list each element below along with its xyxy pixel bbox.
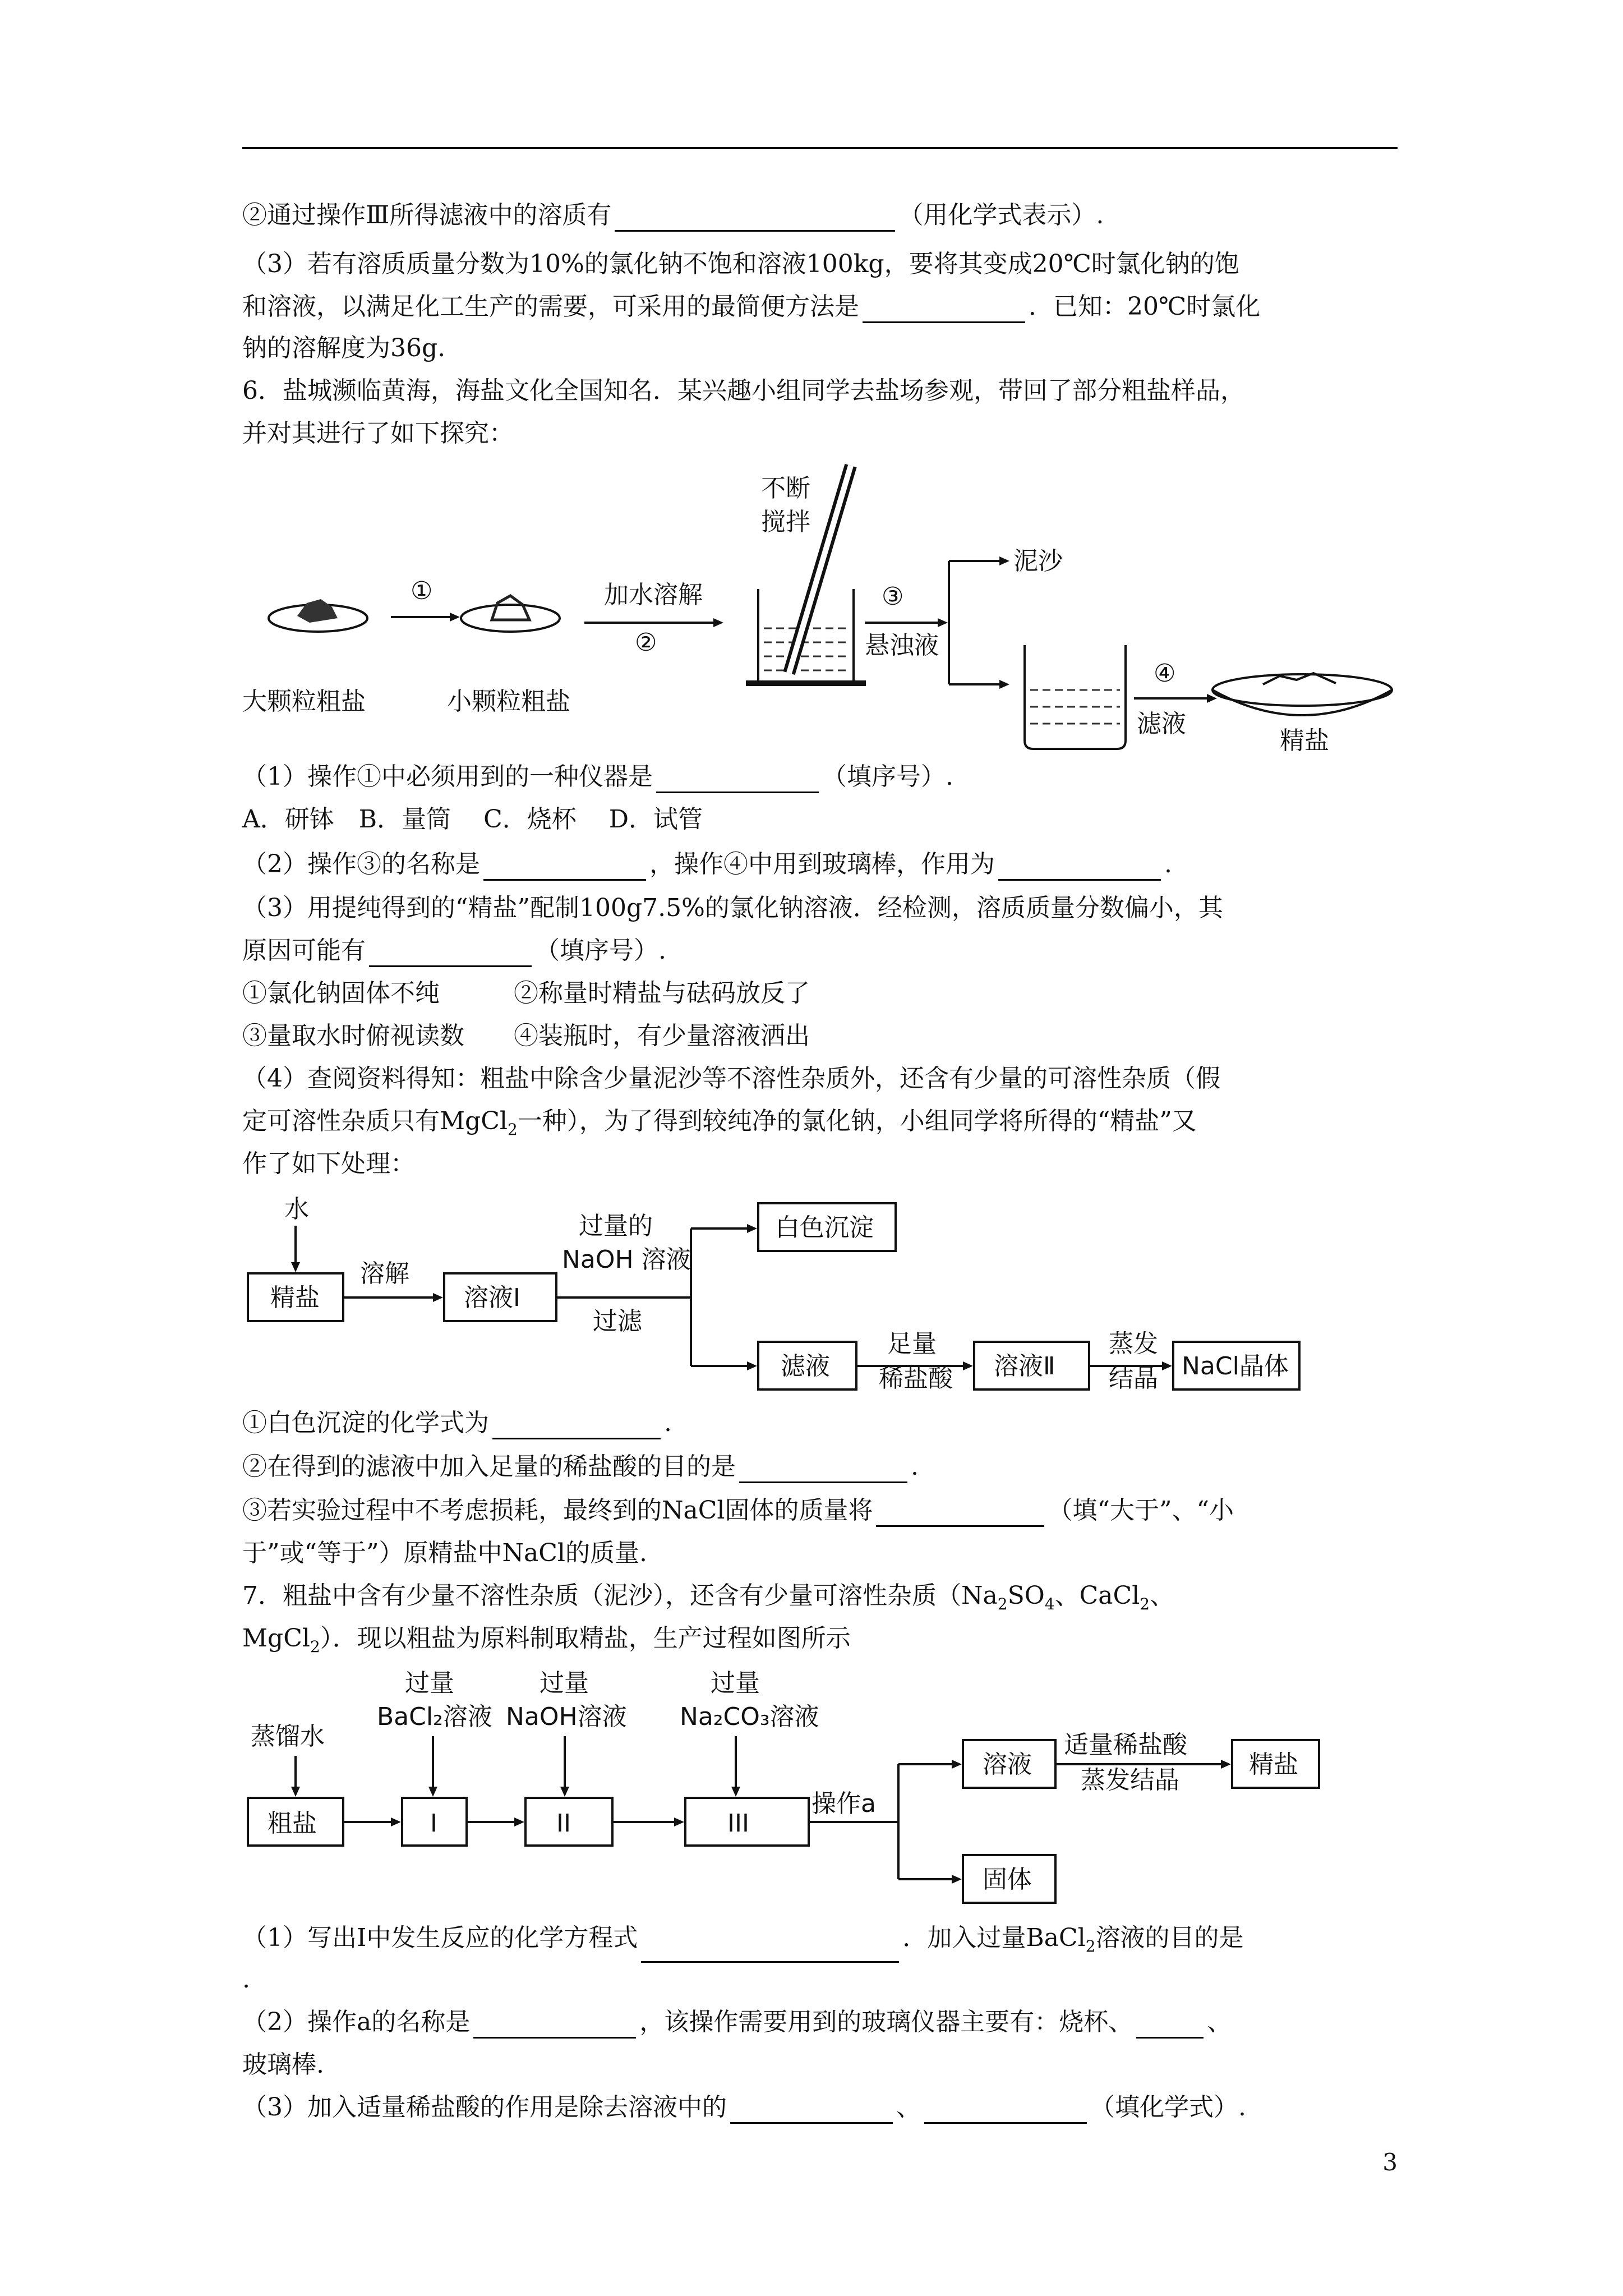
answer-blank[interactable] bbox=[615, 205, 895, 232]
text-line: ③若实验过程中不考虑损耗，最终到的NaCl固体的质量将 （填“大于”、“小 bbox=[242, 1494, 1234, 1527]
step-label: ① bbox=[411, 577, 433, 605]
purification-flowchart bbox=[242, 1189, 1364, 1402]
text-line: （2）操作③的名称是 ，操作④中用到玻璃棒，作用为 . bbox=[242, 848, 1172, 881]
box-label: 精盐 bbox=[270, 1283, 320, 1312]
reagent-label: 蒸馏水 bbox=[251, 1722, 325, 1751]
box-label: II bbox=[556, 1809, 571, 1838]
options-line: A．研钵 B．量筒 C．烧杯 D．试管 bbox=[242, 805, 703, 834]
reagent-label: 过量 bbox=[540, 1669, 589, 1697]
arrow-label: 结晶 bbox=[1109, 1364, 1158, 1393]
arrow-label: 足量 bbox=[887, 1329, 937, 1358]
small-salt-icon bbox=[492, 596, 529, 620]
filtrate-label: 滤液 bbox=[1137, 710, 1186, 738]
text-line: （3）加入适量稀盐酸的作用是除去溶液中的 、 （填化学式）. bbox=[242, 2091, 1246, 2124]
stir-label: 搅拌 bbox=[761, 508, 810, 536]
arrow-label: 稀盐酸 bbox=[879, 1364, 953, 1393]
box-label: 溶液Ⅱ bbox=[994, 1352, 1055, 1381]
box-label: 溶液 bbox=[983, 1750, 1032, 1779]
box-label: 粗盐 bbox=[268, 1809, 317, 1838]
answer-blank[interactable] bbox=[641, 1936, 899, 1963]
text-line: . bbox=[242, 1965, 250, 1994]
answer-blank[interactable] bbox=[492, 1413, 661, 1439]
caption: 大颗粒粗盐 bbox=[242, 687, 366, 716]
step-label: ③ bbox=[882, 582, 904, 611]
answer-blank[interactable] bbox=[739, 1457, 907, 1483]
text-line: 并对其进行了如下探究： bbox=[242, 419, 514, 448]
step-label: ② bbox=[635, 628, 657, 657]
box-label: 滤液 bbox=[781, 1352, 830, 1381]
answer-blank[interactable] bbox=[924, 2097, 1087, 2124]
evaporating-dish-icon bbox=[1212, 674, 1392, 706]
plate-icon bbox=[461, 605, 560, 632]
answer-blank[interactable] bbox=[369, 941, 532, 967]
text-line: MgCl$_2$）．现以粗盐为原料制取精盐，生产过程如图所示 bbox=[242, 1624, 851, 1656]
arrow-label: 溶解 bbox=[360, 1259, 409, 1288]
arrow-label: NaOH 溶液 bbox=[562, 1245, 691, 1274]
text-line: ②在得到的滤液中加入足量的稀盐酸的目的是 . bbox=[242, 1451, 919, 1483]
text-line: ②通过操作Ⅲ所得滤液中的溶质有 （用化学式表示）. bbox=[242, 199, 1104, 232]
sand-label: 泥沙 bbox=[1013, 547, 1063, 576]
answer-blank[interactable] bbox=[863, 297, 1025, 323]
text-line: ①氯化钠固体不纯 ②称量时精盐与砝码放反了 bbox=[242, 979, 810, 1007]
text-line: 作了如下处理： bbox=[242, 1149, 415, 1178]
caption: 小颗粒粗盐 bbox=[447, 687, 570, 716]
refined-salt-label: 精盐 bbox=[1280, 726, 1329, 752]
text-line: ③量取水时俯视读数 ④装瓶时，有少量溶液洒出 bbox=[242, 1022, 810, 1050]
reagent-label: 过量 bbox=[405, 1669, 454, 1697]
question-7: 7．粗盐中含有少量不溶性杂质（泥沙），还含有少量可溶性杂质（$Na_2SO_4$、CaCl$_2$、 bbox=[242, 1581, 1175, 1613]
box-label: I bbox=[430, 1809, 437, 1838]
text-line: （3）若有溶质质量分数为10%的氯化钠不饱和溶液100kg，要将其变成20℃时氯化钠的饱 bbox=[242, 250, 1239, 278]
reagent-label: BaCl₂溶液 bbox=[377, 1703, 492, 1731]
text-line: 钠的溶解度为36g. bbox=[242, 334, 446, 362]
answer-blank[interactable] bbox=[483, 854, 646, 881]
box-label: NaCl晶体 bbox=[1182, 1352, 1289, 1381]
operation-label: 操作a bbox=[811, 1789, 876, 1818]
water-label: 水 bbox=[284, 1195, 309, 1223]
arrow-label: 过滤 bbox=[593, 1307, 642, 1336]
answer-blank[interactable] bbox=[473, 2012, 636, 2039]
crude-salt-icon bbox=[297, 599, 338, 623]
box-label: 精盐 bbox=[1249, 1750, 1298, 1779]
salt-purification-figure bbox=[242, 460, 1398, 752]
answer-blank[interactable] bbox=[876, 1501, 1044, 1527]
text-line: （4）查阅资料得知：粗盐中除含少量泥沙等不溶性杂质外，还含有少量的可溶性杂质（假 bbox=[242, 1064, 1220, 1093]
text-line: （1）写出Ⅰ中发生反应的化学方程式 ．加入过量BaCl$_2$溶液的目的是 bbox=[242, 1922, 1244, 1963]
beaker-icon bbox=[1025, 645, 1126, 749]
suspension-label: 悬浊液 bbox=[865, 631, 939, 660]
reagent-label: NaOH溶液 bbox=[506, 1703, 627, 1731]
box-label: 固体 bbox=[983, 1865, 1032, 1894]
text-line: 玻璃棒. bbox=[242, 2050, 324, 2079]
text-line: （3）用提纯得到的“精盐”配制100g7.5%的氯化钠溶液．经检测，溶质质量分数偏小，其 bbox=[242, 894, 1223, 922]
reagent-label: 过量 bbox=[711, 1669, 760, 1697]
arrow-label: 蒸发结晶 bbox=[1081, 1766, 1179, 1795]
step-label: 加水溶解 bbox=[604, 581, 703, 609]
answer-blank[interactable] bbox=[1136, 2012, 1204, 2039]
arrow-label: 适量稀盐酸 bbox=[1064, 1731, 1187, 1759]
text-line: （2）操作a的名称是 ，该操作需要用到的玻璃仪器主要有：烧杯、 、 bbox=[242, 2006, 1232, 2039]
text-line: 定可溶性杂质只有MgCl$_2$一种），为了得到较纯净的氯化钠，小组同学将所得的“精盐”又 bbox=[242, 1107, 1197, 1139]
arrow-label: 过量的 bbox=[579, 1212, 653, 1240]
answer-blank[interactable] bbox=[730, 2097, 893, 2124]
reagent-label: Na₂CO₃溶液 bbox=[680, 1703, 819, 1731]
text-line: 和溶液，以满足化工生产的需要，可采用的最简便方法是 ．已知：20℃时氯化 bbox=[242, 291, 1260, 323]
text-line: （1）操作①中必须用到的一种仪器是 （填序号）. bbox=[242, 761, 953, 793]
crude-salt-process-flowchart bbox=[242, 1660, 1364, 1918]
text-line: 原因可能有 （填序号）. bbox=[242, 935, 666, 967]
arrow-label: 蒸发 bbox=[1109, 1329, 1158, 1358]
text-line: ①白色沉淀的化学式为 . bbox=[242, 1407, 672, 1439]
stir-label: 不断 bbox=[761, 474, 810, 503]
answer-blank[interactable] bbox=[656, 767, 819, 793]
header-rule bbox=[242, 147, 1398, 149]
box-label: III bbox=[727, 1809, 749, 1838]
step-label: ④ bbox=[1154, 659, 1176, 688]
box-label: 溶液Ⅰ bbox=[464, 1283, 520, 1312]
question-6: 6．盐城濒临黄海，海盐文化全国知名．某兴趣小组同学去盐场参观，带回了部分粗盐样品， bbox=[242, 376, 1245, 405]
box-label: 白色沉淀 bbox=[775, 1213, 874, 1242]
text-line: 于”或“等于”）原精盐中NaCl的质量. bbox=[242, 1539, 647, 1567]
answer-blank[interactable] bbox=[998, 854, 1161, 881]
page-number: 3 bbox=[1382, 2148, 1398, 2176]
